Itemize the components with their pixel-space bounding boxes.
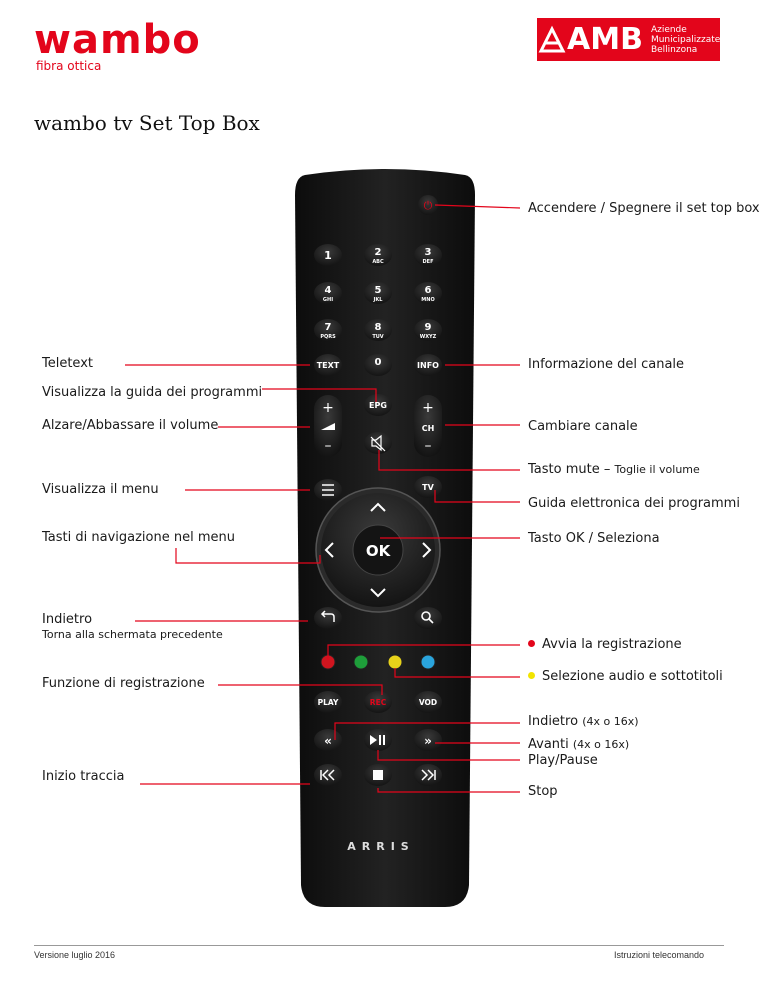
remote-control <box>285 165 485 910</box>
channel-down-icon: – <box>424 438 432 454</box>
label-guide: Visualizza la guida dei programmi <box>42 385 263 400</box>
label-ok: Tasto OK / Seleziona <box>528 531 660 546</box>
svg-text:0: 0 <box>374 357 382 368</box>
label-mute: Tasto mute – Toglie il volume <box>528 462 700 477</box>
svg-text:2: 2 <box>374 247 382 258</box>
label-rewind: Indietro (4x o 16x) <box>528 714 639 729</box>
fast-forward-icon: » <box>424 734 432 748</box>
label-volume: Alzare/Abbassare il volume <box>42 418 219 433</box>
volume-up-icon: + <box>322 400 334 416</box>
label-recording: Funzione di registrazione <box>42 676 205 691</box>
rewind-icon: « <box>324 734 332 748</box>
label-forward: Avanti (4x o 16x) <box>528 737 630 752</box>
svg-text:4: 4 <box>324 285 332 296</box>
label-navigation: Tasti di navigazione nel menu <box>42 530 235 545</box>
footer-divider <box>34 945 724 946</box>
stop-icon <box>373 770 383 780</box>
svg-text:REC: REC <box>369 698 387 707</box>
play-pause-button[interactable] <box>364 729 392 751</box>
svg-text:7: 7 <box>324 322 332 333</box>
label-teletext: Teletext <box>42 356 93 371</box>
svg-text:JKL: JKL <box>373 297 383 303</box>
amb-wordmark: AMB <box>567 22 643 57</box>
volume-down-icon: – <box>324 438 332 454</box>
svg-text:TEXT: TEXT <box>316 361 340 370</box>
svg-text:MNO: MNO <box>421 297 435 303</box>
svg-text:6: 6 <box>424 285 432 296</box>
back-button[interactable] <box>314 607 342 629</box>
red-key[interactable] <box>321 655 335 669</box>
svg-text:5: 5 <box>374 285 382 296</box>
svg-text:ABC: ABC <box>372 259 384 265</box>
label-play-pause: Play/Pause <box>528 753 598 768</box>
footer-doc-name: Istruzioni telecomando <box>613 950 704 960</box>
label-menu: Visualizza il menu <box>42 482 159 497</box>
label-stop: Stop <box>528 784 558 799</box>
svg-text:VOD: VOD <box>418 698 438 707</box>
svg-text:TUV: TUV <box>372 334 384 340</box>
svg-text:WXYZ: WXYZ <box>419 334 437 340</box>
channel-up-icon: + <box>422 400 434 416</box>
amb-text: Aziende Municipalizzate Bellinzona <box>650 24 721 55</box>
wambo-wordmark: wambo <box>34 17 201 63</box>
svg-text:1: 1 <box>324 249 332 262</box>
amb-mark-icon <box>537 18 567 61</box>
mute-button[interactable] <box>364 432 392 454</box>
svg-text:INFO: INFO <box>417 361 439 370</box>
yellow-key[interactable] <box>388 655 402 669</box>
svg-text:EPG: EPG <box>369 401 387 410</box>
label-track-start: Inizio traccia <box>42 769 125 784</box>
svg-text:OK: OK <box>365 542 391 560</box>
label-red: Avvia la registrazione <box>528 637 682 652</box>
label-back: Indietro <box>42 612 93 627</box>
svg-text:8: 8 <box>374 322 382 333</box>
svg-text:DEF: DEF <box>422 259 434 265</box>
amb-logo <box>537 18 720 61</box>
search-button[interactable] <box>414 607 442 629</box>
label-back-sub: Torna alla schermata precedente <box>42 628 223 641</box>
label-power: Accendere / Spegnere il set top box <box>528 201 760 216</box>
svg-text:TV: TV <box>422 483 434 492</box>
arris-logo: ARRIS <box>347 840 415 853</box>
power-icon: ⏻ <box>423 199 433 212</box>
svg-text:3: 3 <box>424 247 432 258</box>
red-dot-icon <box>528 640 535 647</box>
svg-text:GHI: GHI <box>322 297 334 303</box>
label-tv: Guida elettronica dei programmi <box>528 496 740 511</box>
blue-key[interactable] <box>421 655 435 669</box>
green-key[interactable] <box>354 655 368 669</box>
svg-text:PQRS: PQRS <box>320 334 336 340</box>
footer-version: Versione luglio 2016 <box>34 950 116 960</box>
channel-label: CH <box>421 424 435 433</box>
wambo-logo <box>34 17 201 73</box>
label-yellow: Selezione audio e sottotitoli <box>528 669 723 684</box>
wambo-tagline: fibra ottica <box>36 59 102 73</box>
svg-text:PLAY: PLAY <box>317 698 339 707</box>
label-info: Informazione del canale <box>528 357 685 372</box>
page-title: wambo tv Set Top Box <box>34 111 260 135</box>
label-channel: Cambiare canale <box>528 419 638 434</box>
svg-text:9: 9 <box>424 322 432 333</box>
yellow-dot-icon <box>528 672 535 679</box>
